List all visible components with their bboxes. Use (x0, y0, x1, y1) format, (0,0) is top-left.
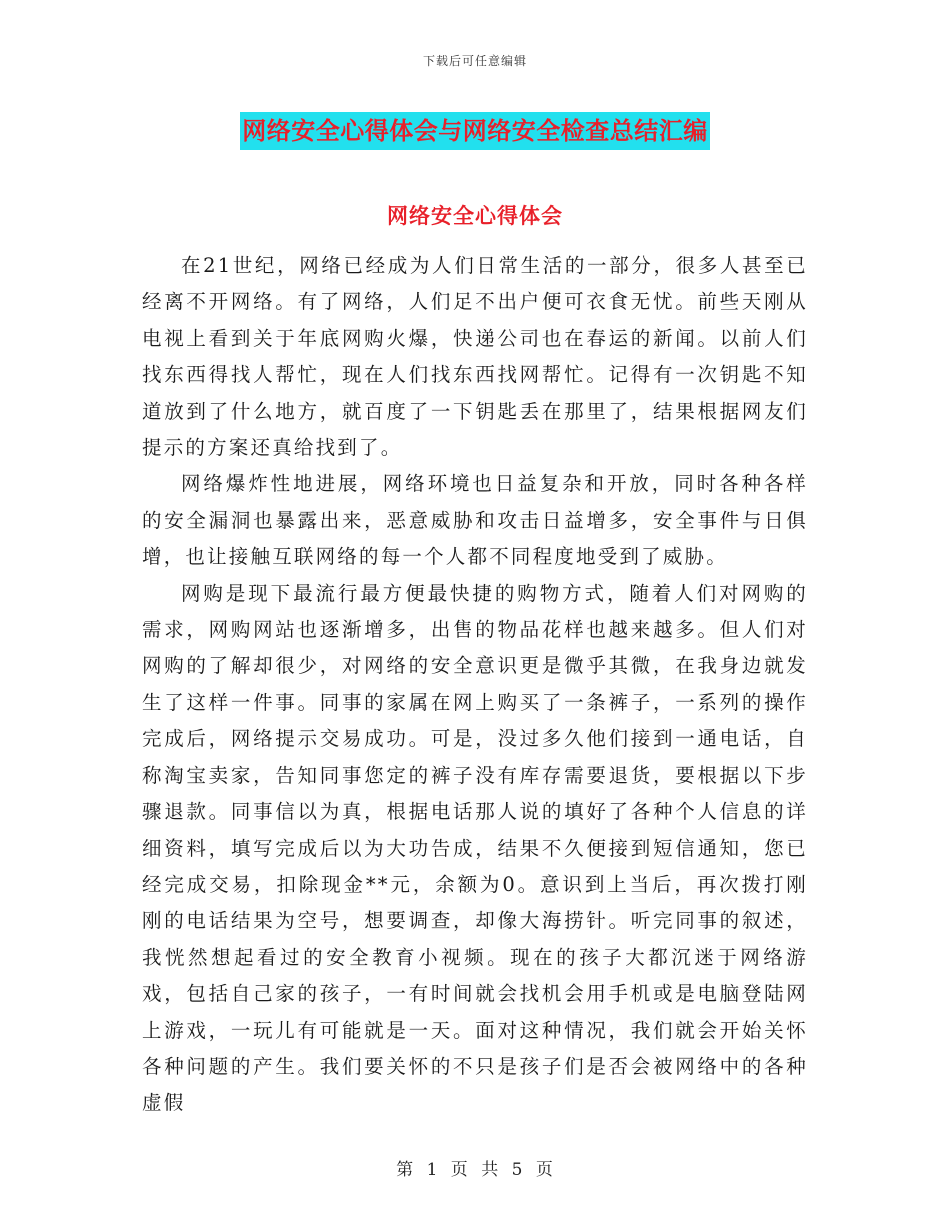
header-note: 下载后可任意编辑 (422, 54, 527, 68)
paragraph: 网购是现下最流行最方便最快捷的购物方式，随着人们对网购的需求，网购网站也逐渐增多，出售的物品花样也越来越多。但人们对网购的了解却很少，对网络的安全意识更是微乎其微，在我身边就发生了这样一件事。同事的家属在网上购买了一条裤子，一系列的操作完成后，网络提示交易成功。可是，没过多久他们接到一通电话，自称淘宝卖家，告知同事您定的裤子没有库存需要退货，要根据以下步骤退款。同事信以为真，根据电话那人说的填好了各种个人信息的详细资料，填写完成后以为大功告成，结果不久便接到短信通知，您已经完成交易，扣除现金**元，余额为0。意识到上当后，再次拨打刚刚的电话结果为空号，想要调查，却像大海捞针。听完同事的叙述，我恍然想起看过的安全教育小视频。现在的孩子大都沉迷于网络游戏，包括自己家的孩子，一有时间就会找机会用手机或是电脑登陆网上游戏，一玩儿有可能就是一天。面对这种情况，我们就会开始关怀各种问题的产生。我们要关怀的不只是孩子们是否会被网络中的各种虚假 (142, 581, 808, 1115)
document-title-container (0, 112, 950, 150)
paragraph: 网络爆炸性地进展，网络环境也日益复杂和开放，同时各种各样的安全漏洞也暴露出来，恶意威胁和攻击日益增多，安全事件与日俱增，也让接触互联网络的每一个人都不同程度地受到了威胁。 (142, 472, 808, 569)
document-body (142, 248, 808, 1122)
paragraph: 在21世纪，网络已经成为人们日常生活的一部分，很多人甚至已经离不开网络。有了网络，人们足不出户便可衣食无忧。前些天刚从电视上看到关于年底网购火爆，快递公司也在春运的新闻。以前人们找东西得找人帮忙，现在人们找东西找网帮忙。记得有一次钥匙不知道放到了什么地方，就百度了一下钥匙丢在那里了，结果根据网友们提示的方案还真给找到了。 (142, 254, 808, 460)
document-title: 网络安全心得体会与网络安全检查总结汇编 (240, 112, 710, 150)
section-heading: 网络安全心得体会 (387, 203, 563, 228)
page-indicator: 第 1 页 共 5 页 (396, 1160, 554, 1180)
